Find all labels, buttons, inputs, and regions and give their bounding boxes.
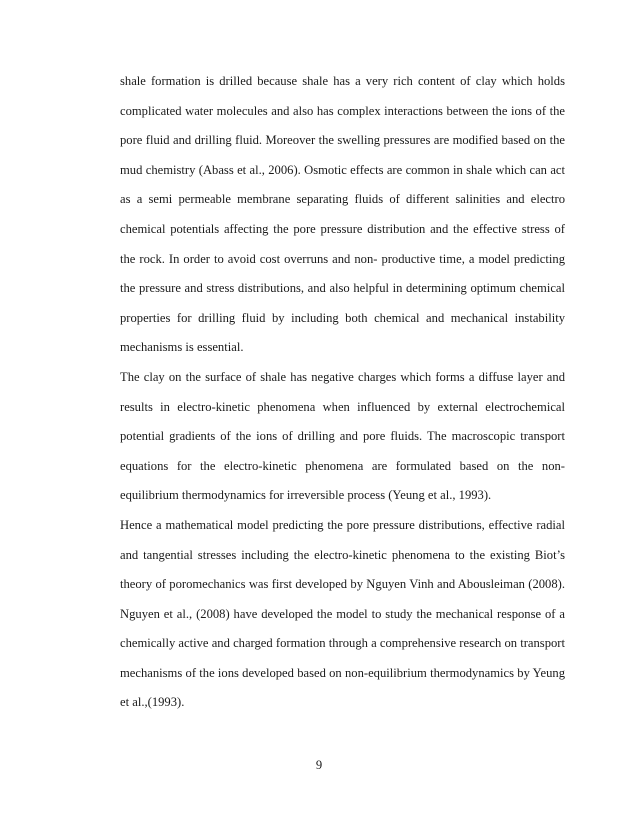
paragraph-1: shale formation is drilled because shale has a very rich content of clay which holds complicated water molecules and also has complex interactions between the ions of the pore fluid and drilling fluid. Moreover the swelling pressures are modified based on the mud chemistry (Abass et al., 2006). Osmotic effects are common in shale which can act as a semi permeable membrane separating fluids of different salinities and electro chemical potentials affecting the pore pressure distribution and the effective stress of the rock. In order to avoid cost overruns and non- productive time, a model predicting the pressure and stress distributions, and also helpful in determining optimum chemical properties for drilling fluid by including both chemical and mechanical instability mechanisms is essential. xyxy=(120,74,565,355)
paragraph-3: Hence a mathematical model predicting the pore pressure distributions, effective radial and tangential stresses including the electro-kinetic phenomena to the existing Biot’s theory of poromechanics was first developed by Nguyen Vinh and Abousleiman (2008). Nguyen et al., (2008) have developed the model to study the mechanical response of a chemically active and charged formation through a comprehensive research on transport mechanisms of the ions developed based on non-equilibrium thermodynamics by Yeung et al.,(1993). xyxy=(120,517,565,710)
body-text xyxy=(120,67,565,718)
page-number: 9 xyxy=(315,758,323,772)
paragraph-2: The clay on the surface of shale has negative charges which forms a diffuse layer and results in electro-kinetic phenomena when influenced by external electrochemical potential gradients of the ions of drilling and pore fluids. The macroscopic transport equations for the electro-kinetic phenomena are formulated based on the non-equilibrium thermodynamics for irreversible process (Yeung et al., 1993). xyxy=(120,369,565,503)
